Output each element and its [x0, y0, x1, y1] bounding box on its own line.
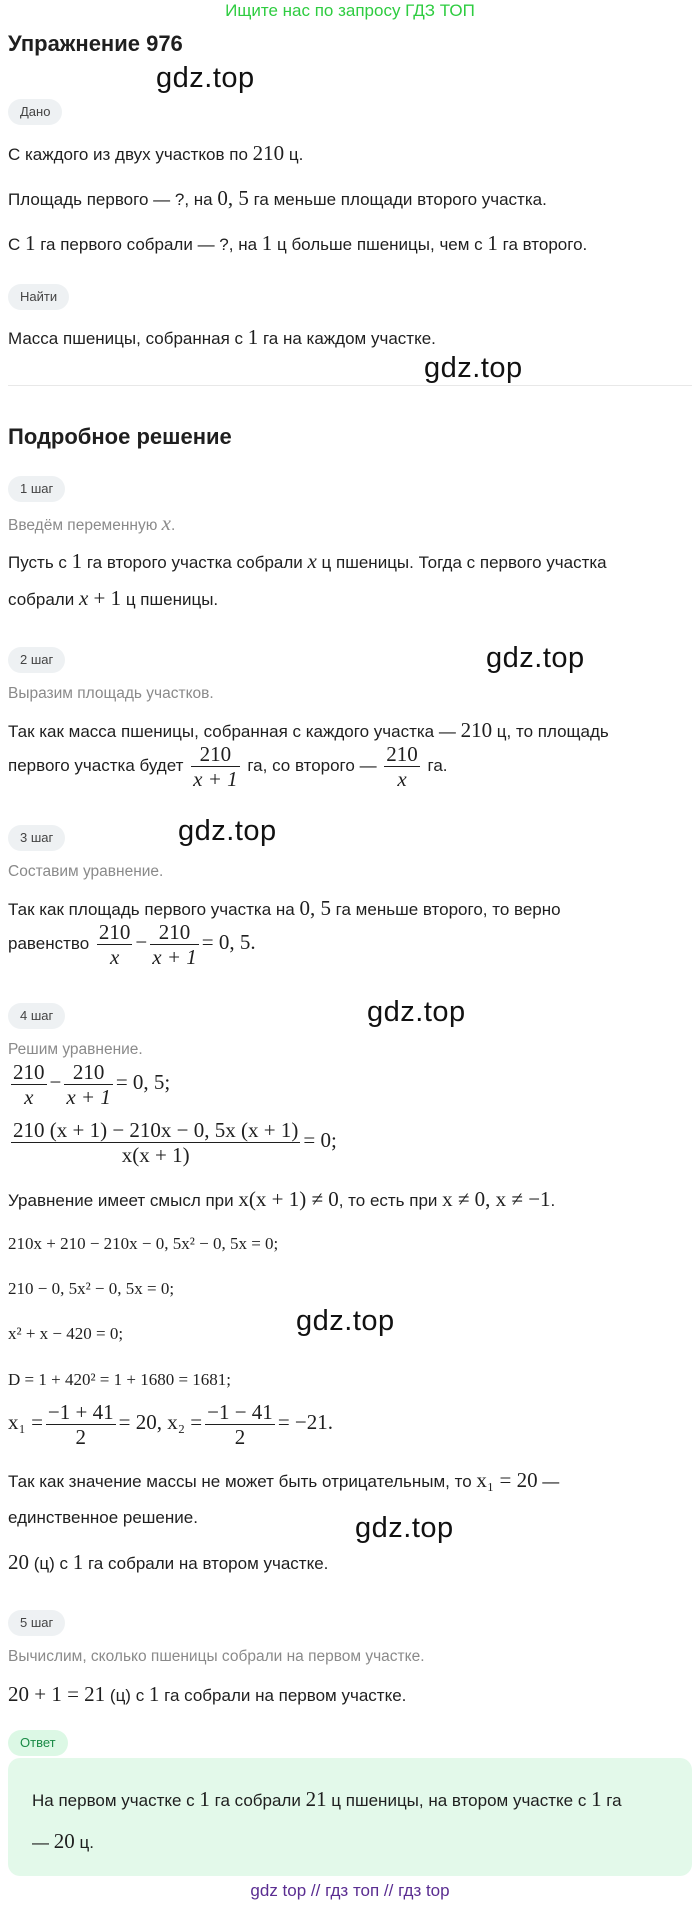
fraction: $\frac{210}{x + 1}$: [66, 1060, 111, 1109]
watermark: gdz.top: [355, 1512, 454, 1544]
step2-hint: Выразим площадь участков.: [8, 685, 214, 702]
footer-links[interactable]: gdz top // гдз топ // гдз top: [250, 1881, 450, 1900]
watermark: gdz.top: [424, 352, 523, 384]
step2-line-1: Так как масса пшеницы, собранная с каждого участка — 210 ц, то площадь: [8, 718, 609, 742]
given-line-3: С 1 га первого собрали — ?, на 1 ц больше пшеницы, чем с 1 га второго.: [8, 231, 588, 255]
equation-5: x² + x − 420 = 0;: [8, 1324, 124, 1343]
fraction: $\frac{-1 - 41}{2}$: [207, 1400, 273, 1449]
given-line-1: С каждого из двух участков по 210 ц.: [8, 141, 304, 165]
find-line: Масса пшеницы, собранная с 1 га на каждом участке.: [8, 325, 436, 349]
solution-title: Подробное решение: [8, 424, 232, 449]
fraction: $\frac{210}{x}$: [386, 742, 418, 791]
roots: x₁ = $\frac{-1 + 41}{2}$ = 20, x₂ = $\frac{-1 - 41}{2}$ = −21.: [8, 1400, 333, 1449]
answer-text: На первом участке с 1 га собрали 21 ц пшеницы, на втором участке с 1 га — 20 ц.: [32, 1787, 622, 1853]
step4-result: 20 (ц) с 1 га собрали на втором участке.: [8, 1550, 329, 1574]
step2-pill: 2 шаг: [8, 647, 65, 673]
step2-line-2: первого участка будет $\frac{210}{x + 1}$ га, со второго — $\frac{210}{x}$ га.: [8, 742, 448, 791]
conclusion-1: Так как значение массы не может быть отрицательным, то x₁ = 20 —: [8, 1468, 560, 1492]
step5-hint: Вычислим, сколько пшеницы собрали на первом участке.: [8, 1648, 425, 1665]
step5-pill: 5 шаг: [8, 1610, 65, 1636]
watermark: gdz.top: [296, 1305, 395, 1337]
domain-condition: Уравнение имеет смысл при x(x + 1) ≠ 0, то есть при x ≠ 0, x ≠ −1.: [8, 1187, 556, 1211]
page-title: Упражнение 976: [8, 31, 183, 56]
section-divider: [8, 385, 692, 386]
step3-line-1: Так как площадь первого участка на 0, 5 га меньше второго, то верно: [8, 896, 561, 920]
answer-box: [8, 1758, 692, 1876]
fraction: $\frac{210}{x}$: [98, 920, 131, 969]
watermark: gdz.top: [486, 642, 585, 674]
fraction: $\frac{-1 + 41}{2}$: [47, 1400, 114, 1449]
step1-pill: 1 шаг: [8, 476, 65, 502]
step3-line-2: равенство $\frac{210}{x}$ − $\frac{210}{x + 1}$ = 0, 5.: [8, 920, 256, 969]
watermark: gdz.top: [178, 815, 277, 847]
step3-pill: 3 шаг: [8, 825, 65, 851]
fraction: $\frac{210 (x + 1) - 210x - 0, 5x (x + 1)}{x(x + 1)}$: [13, 1118, 299, 1167]
step1-line-2: собрали x + 1 ц пшеницы.: [8, 586, 219, 610]
step4-pill: 4 шаг: [8, 1003, 65, 1029]
step1-line-1: Пусть с 1 га второго участка собрали x ц пшеницы. Тогда с первого участка: [8, 549, 607, 573]
watermark: gdz.top: [156, 62, 255, 94]
fraction: $\frac{210}{x + 1}$: [152, 920, 197, 969]
equation-2: $\frac{210 (x + 1) - 210x - 0, 5x (x + 1)}{x(x + 1)}$ = 0;: [13, 1118, 337, 1167]
step1-hint: Введём переменную x.: [8, 511, 176, 535]
given-pill: Дано: [8, 99, 62, 125]
step3-hint: Составим уравнение.: [8, 863, 164, 880]
fraction: $\frac{210}{x}$: [13, 1060, 45, 1109]
step5-result: 20 + 1 = 21 (ц) с 1 га собрали на первом участке.: [8, 1682, 407, 1706]
promo-banner[interactable]: Ищите нас по запросу ГДЗ ТОП: [225, 1, 475, 20]
fraction: $\frac{210}{x + 1}$: [193, 742, 238, 791]
watermark: gdz.top: [367, 996, 466, 1028]
discriminant: D = 1 + 420² = 1 + 1680 = 1681;: [8, 1370, 232, 1389]
find-pill: Найти: [8, 284, 69, 310]
equation-3: 210x + 210 − 210x − 0, 5x² − 0, 5x = 0;: [8, 1234, 279, 1253]
equation-1: $\frac{210}{x}$ − $\frac{210}{x + 1}$ = 0, 5;: [13, 1060, 171, 1109]
step4-hint: Решим уравнение.: [8, 1041, 143, 1058]
equation-4: 210 − 0, 5x² − 0, 5x = 0;: [8, 1279, 175, 1298]
conclusion-2: единственное решение.: [8, 1508, 198, 1527]
answer-pill: Ответ: [8, 1730, 68, 1756]
given-line-2: Площадь первого — ?, на 0, 5 га меньше площади второго участка.: [8, 186, 547, 210]
